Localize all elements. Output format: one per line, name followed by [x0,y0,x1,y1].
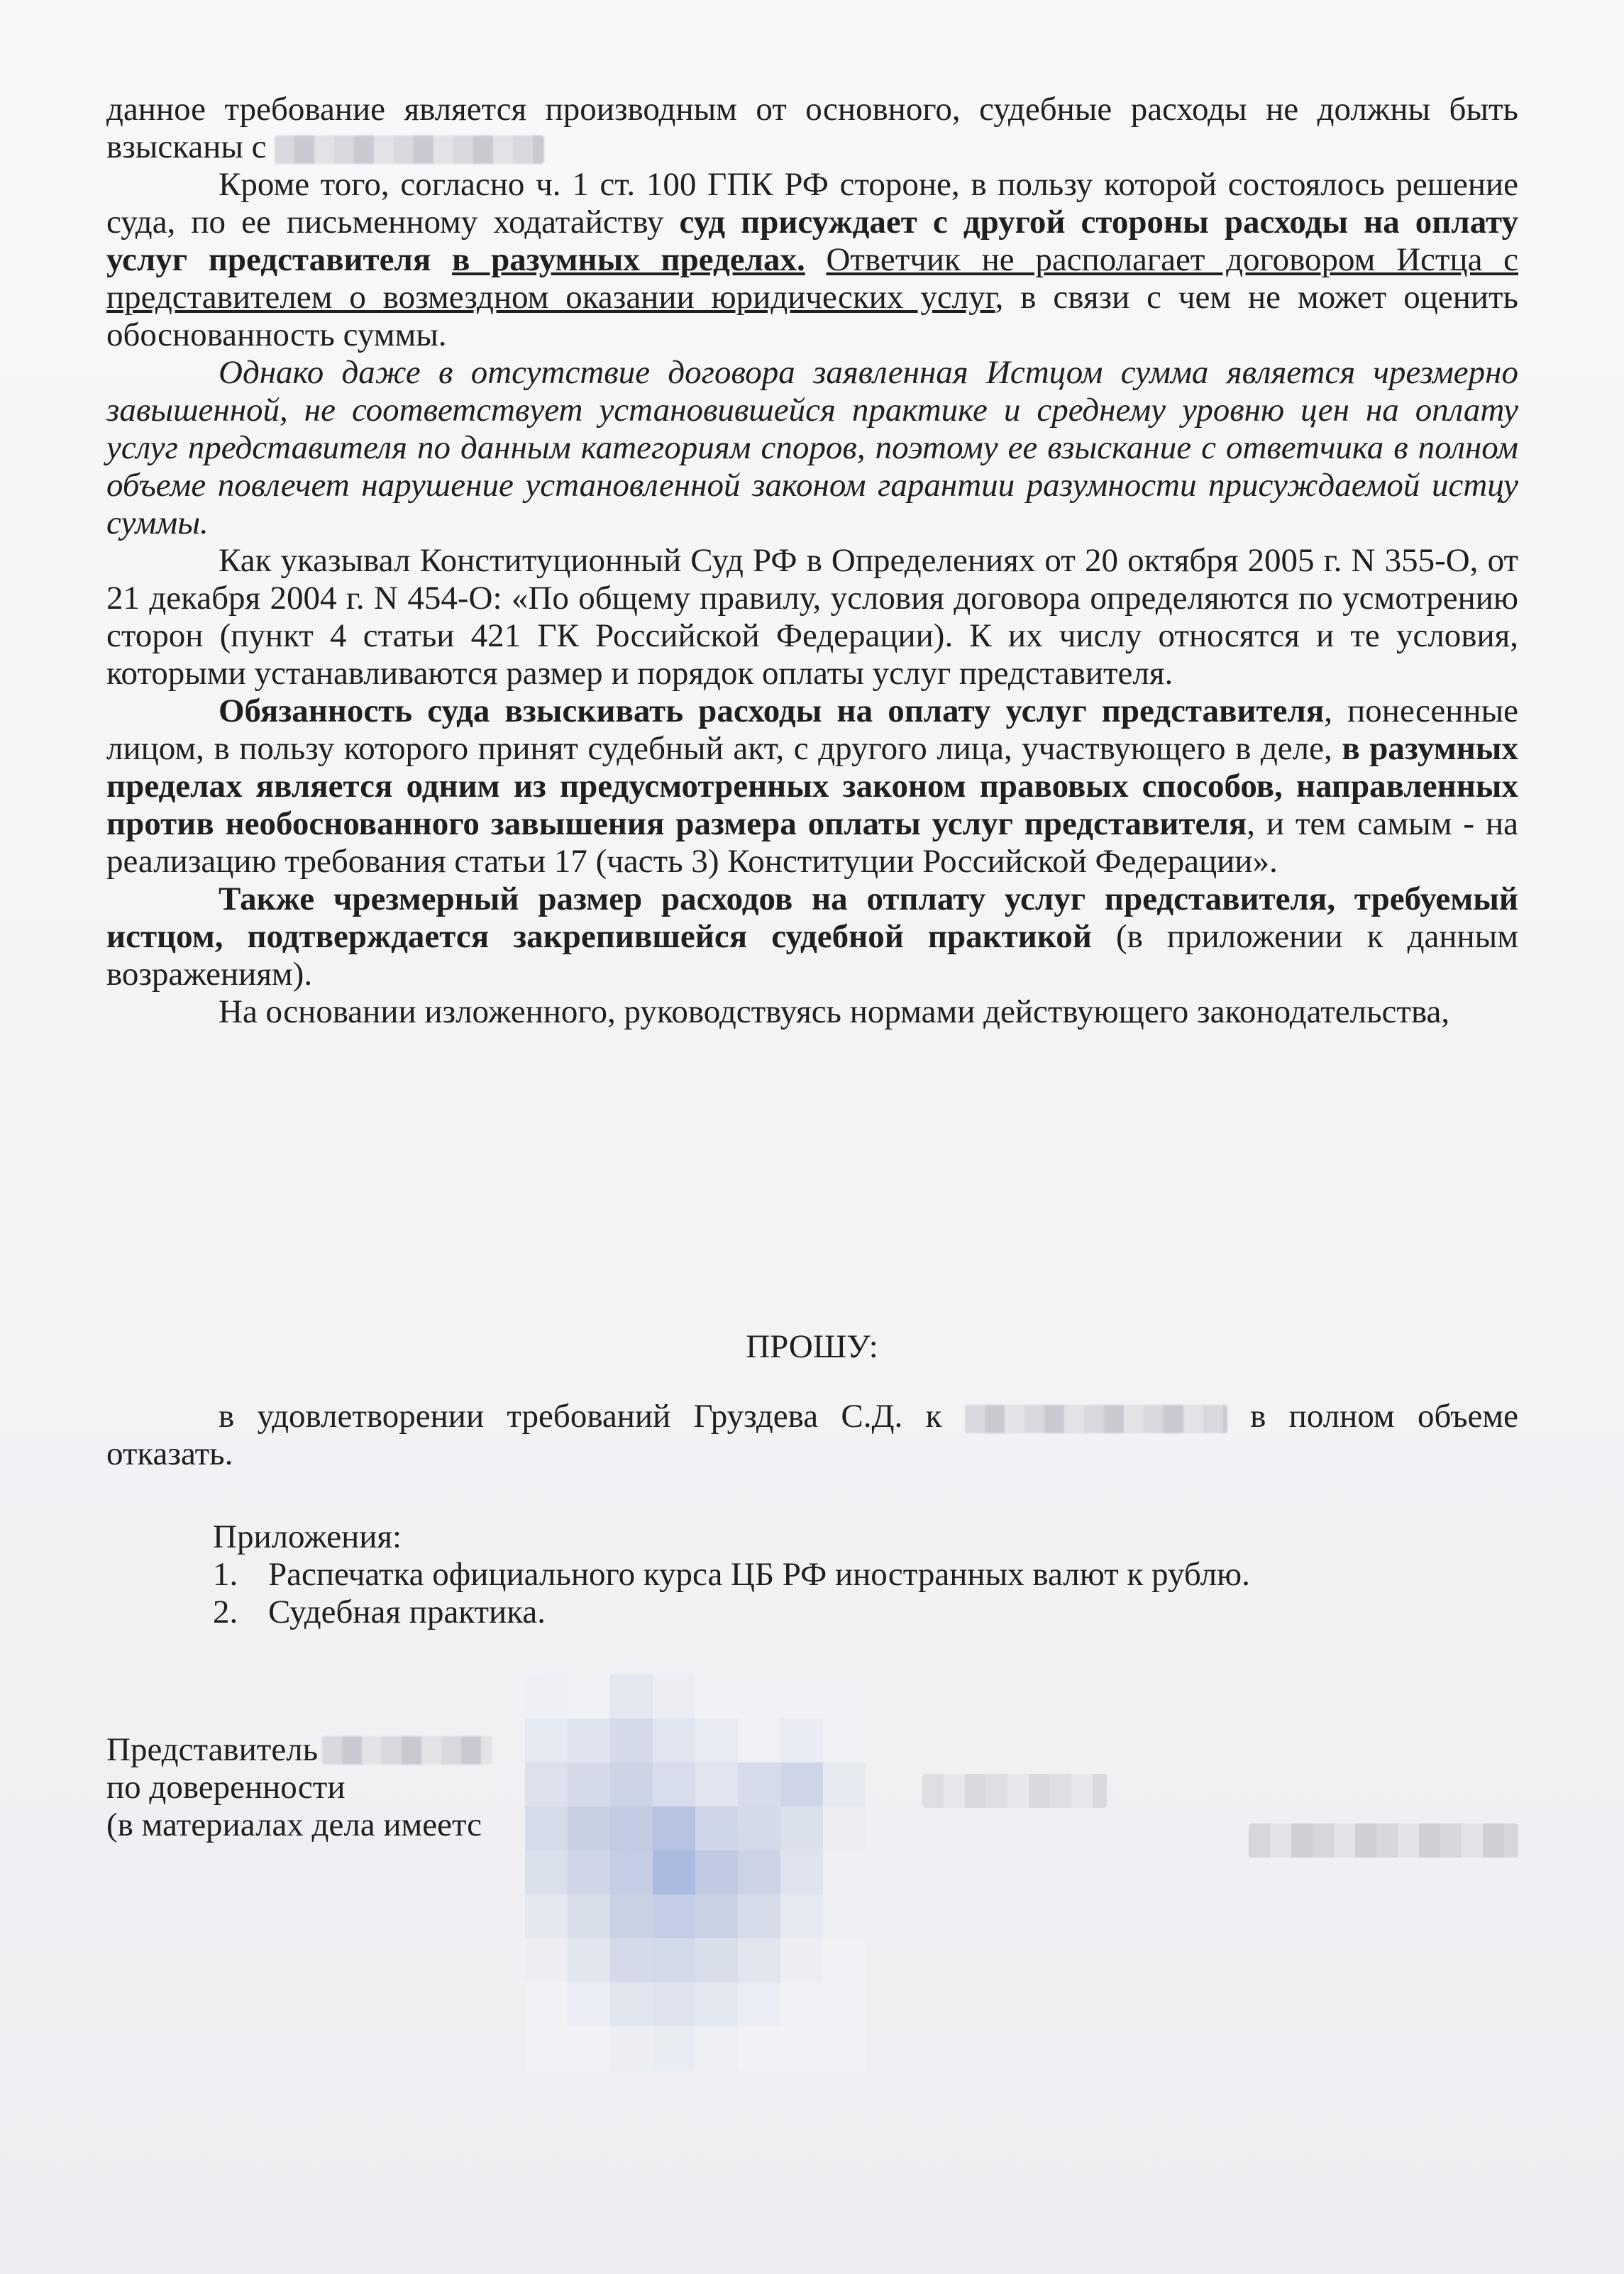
paragraph-2-bold: суд присуждает с другой стороны расходы на оплату услуг представителя [106,204,1518,278]
attachment-item [213,1594,1250,1631]
blurred-stamp [525,1674,866,2072]
attachments-list [213,1556,1250,1631]
signature-block [106,1731,492,1844]
paragraph-2-tail: , в связи с чем не может оценить обоснованность суммы. [106,279,1518,353]
paragraph-6-text: (в приложении к данным возражениям). [106,918,1518,993]
paragraph-2-text: Кроме того, согласно ч. 1 ст. 100 ГПК РФ стороне, в пользу которой состоялось решение суда, по ее письменному ходатайству [106,166,1518,241]
signature-note: (в материалах дела имеетс [106,1806,482,1843]
redacted-date [1249,1823,1518,1858]
paragraph-2-underline: Ответчик не располагает договором Истца с представителем о возмездном оказании юридических услуг [106,241,1519,316]
request-body [106,1398,1518,1473]
paragraph-8-text-b: в полном объеме отказать. [106,1398,1519,1472]
paragraph-1-text: данное требование является производным от основного, судебные расходы не должны быть взысканы с [106,91,1518,165]
signature-line-2 [106,1769,492,1806]
paragraph-4-text: Как указывал Конституционный Суд РФ в Определениях от 20 октября 2005 г. N 355-О, от 21 декабря 2004 г. N 454-О: «По общему правилу, условия договора определяются по усмотрению сторон (пункт 4 статьи 421 ГК Российской Федерации). К их числу относятся и те условия, которыми устанавливаются размер и порядок оплаты услуг представителя. [106,542,1518,692]
paragraph-6-bold: Также чрезмерный размер расходов на отплату услуг представителя, требуемый истцом, подтверждается закрепившейся судебной практикой [106,881,1518,955]
paragraph-4 [106,542,1518,692]
paragraph-5-bold-a: Обязанность суда взыскивать расходы на оплату услуг представителя [219,692,1325,729]
redacted-representative [322,1736,492,1765]
redacted-signature-part [922,1774,1107,1808]
paragraph-2 [106,166,1518,354]
attachments [213,1518,1250,1631]
paragraph-7 [106,993,1518,1031]
signature-basis: по доверенности [106,1769,346,1806]
paragraph-7-text: На основании изложенного, руководствуясь нормами действующего законодательства, [219,993,1450,1030]
attachment-item [213,1556,1250,1594]
attachment-text: Судебная практика. [268,1594,546,1630]
signature-line-3 [106,1806,492,1844]
signature-line-1 [106,1731,492,1769]
paragraph-3-italic: Однако даже в отсутствие договора заявленная Истцом сумма является чрезмерно завышенной, не соответствует установившейся практике и среднему уровню цен на оплату услуг представителя по данным категориям споров, поэтому ее взыскание с ответчика в полном объеме повлечет нарушение установленной законом гарантии разумности присуждаемой истцу суммы. [106,354,1518,541]
attachments-title: Приложения: [213,1518,402,1555]
redacted-defendant [965,1405,1227,1433]
attachment-number: 1. [213,1556,238,1593]
paragraph-8 [106,1398,1518,1473]
paragraph-5-bold-c: в разумных пределах является одним из предусмотренных законом правовых способов, направленных против необоснованного завышения размера оплаты услуг представителя [106,730,1518,842]
attachment-text: Распечатка официального курса ЦБ РФ иностранных валют к рублю. [268,1556,1250,1593]
paragraph-2-bold-underline: в разумных пределах. [452,241,805,278]
request-heading: ПРОШУ: [746,1328,878,1365]
paragraph-5 [106,692,1518,881]
paragraph-5-text-d: , и тем самым - на реализацию требования статьи 17 (часть 3) Конституции Российской Федерации». [106,805,1518,880]
paragraph-5-text-b: , понесенные лицом, в пользу которого принят судебный акт, с другого лица, участвующего в деле, [106,692,1519,767]
redacted-name [275,136,544,164]
paragraph-8-text-a: в удовлетворении требований Груздева С.Д. к [219,1398,942,1435]
paragraph-1 [106,91,1518,166]
document-body [106,91,1518,1031]
signature-role: Представитель [106,1731,319,1768]
attachment-number: 2. [213,1594,238,1630]
paragraph-3 [106,354,1518,542]
paragraph-6 [106,881,1518,993]
